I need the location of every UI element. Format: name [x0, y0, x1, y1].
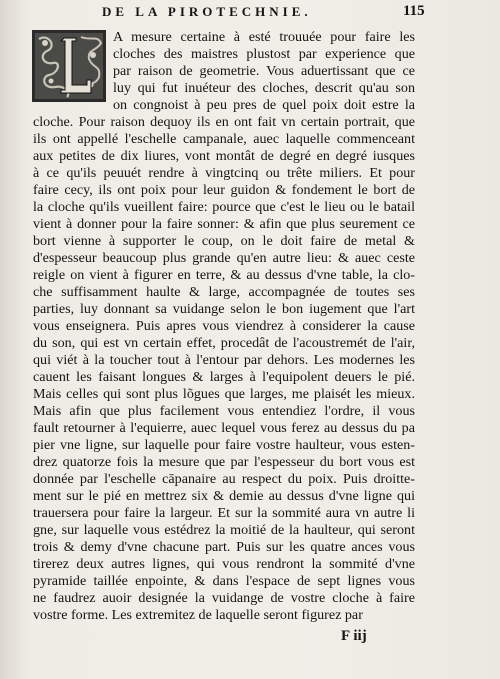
- text-line: par raison de geometrie. Vous aduertissant que ce: [113, 63, 415, 79]
- text-line: faire cecy, ils ont poix pour leur guidon & fondement le bort de: [33, 182, 415, 198]
- text-line: ne faudrez auoir designée la vuidange de vostre cloche à faire: [33, 590, 415, 606]
- text-line: cloches des maistres plustost par experience que: [113, 46, 415, 62]
- text-line: vient à donner pour la faire sonner: & afin que plus seurement ce: [33, 216, 415, 232]
- text-line: ils ont appellé l'eschelle campanale, auec laquelle commenceant: [33, 131, 415, 147]
- decorated-initial-L: [31, 29, 107, 103]
- text-line: bort vienne à supporter le coup, on le doit faire de metal &: [33, 233, 415, 249]
- text-line: che suffisamment haulte & large, accompagnée de toutes ses: [33, 284, 415, 300]
- text-line: cauent les faisant longues & larges à l'equipolent deuers le pié.: [33, 369, 415, 385]
- text-line: A mesure certaine à esté trouuée pour faire les: [113, 29, 415, 45]
- text-line: Mais afin que plus facilement vous entendiez l'ordre, il vous: [33, 403, 415, 419]
- text-line: la cloche qu'ils vueillent faire: pource que c'est le lieu ou le batail: [33, 199, 415, 215]
- text-line: du son, qui est vn certain effet, procedât de l'acoustremét de l'air,: [33, 335, 415, 351]
- text-line: tirerez deux autres lignes, qui vous rendront la sommité d'vne: [33, 556, 415, 572]
- text-line: luy qui fut inuéteur des cloches, descrit qu'au son: [113, 80, 415, 96]
- text-line: vous enseignera. Puis apres vous viendrez à considerer la cause: [33, 318, 415, 334]
- text-line: pyramide taillée enpointe, & dans l'espace de sept lignes vous: [33, 573, 415, 589]
- text-line: drez quatorze fois la mesure que par l'espesseur du bort vous est: [33, 454, 415, 470]
- text-line: fault retourner à l'equierre, auec lequel vous ferez au dessus du pa: [33, 420, 415, 436]
- text-line: trois & demy d'vne chacune part. Puis sur les quatre ances vous: [33, 539, 415, 555]
- text-line: ment sur le pié en mettrez six & demie au dessus d'vne ligne qui: [33, 488, 415, 504]
- running-title: DE LA PIROTECHNIE.: [102, 4, 312, 19]
- text-line: Mais celles qui sont plus lõgues que larges, me plaisét les mieux.: [33, 386, 415, 402]
- text-line: vostre forme. Les extremitez de laquelle seront figurez par: [33, 607, 363, 623]
- signature-mark: F iij: [341, 628, 367, 644]
- text-line: à ce qu'ils peuuét rendre à vingtcinq ou trête miliers. Et pour: [33, 165, 415, 181]
- text-line: trauersera pour faire la largeur. Et sur la sommité aura vn autre li: [33, 505, 415, 521]
- text-line: aux petites de dix liures, vont montât de degré en degré iusques: [33, 148, 415, 164]
- text-line: donnée par l'eschelle cāpanaire au respect du poix. Puis droitte-: [33, 471, 415, 487]
- text-line: on congnoist à peu pres de quel poix doit estre la: [113, 97, 415, 113]
- text-line: cloche. Pour raison dequoy ils en ont fait vn certain portrait, que: [33, 114, 415, 130]
- page-number: 115: [403, 3, 425, 19]
- text-line: pier vne ligne, sur laquelle pour faire vostre haulteur, vous esten-: [33, 437, 415, 453]
- text-line: parties, luy donnant sa vuidange selon le bon iugement que l'art: [33, 301, 415, 317]
- text-line: d'espesseur beaucoup plus grande qu'en autre lieu: & auec ceste: [33, 250, 415, 266]
- text-line: gne, sur laquelle vous estédrez la moitié de la haulteur, qui seront: [33, 522, 415, 538]
- text-line: qui viét à la toucher tout à l'entour par dehors. Les modernes les: [33, 352, 415, 368]
- text-line: reigle on vient à figurer en terre, & au dessus d'vne table, la clo-: [33, 267, 415, 283]
